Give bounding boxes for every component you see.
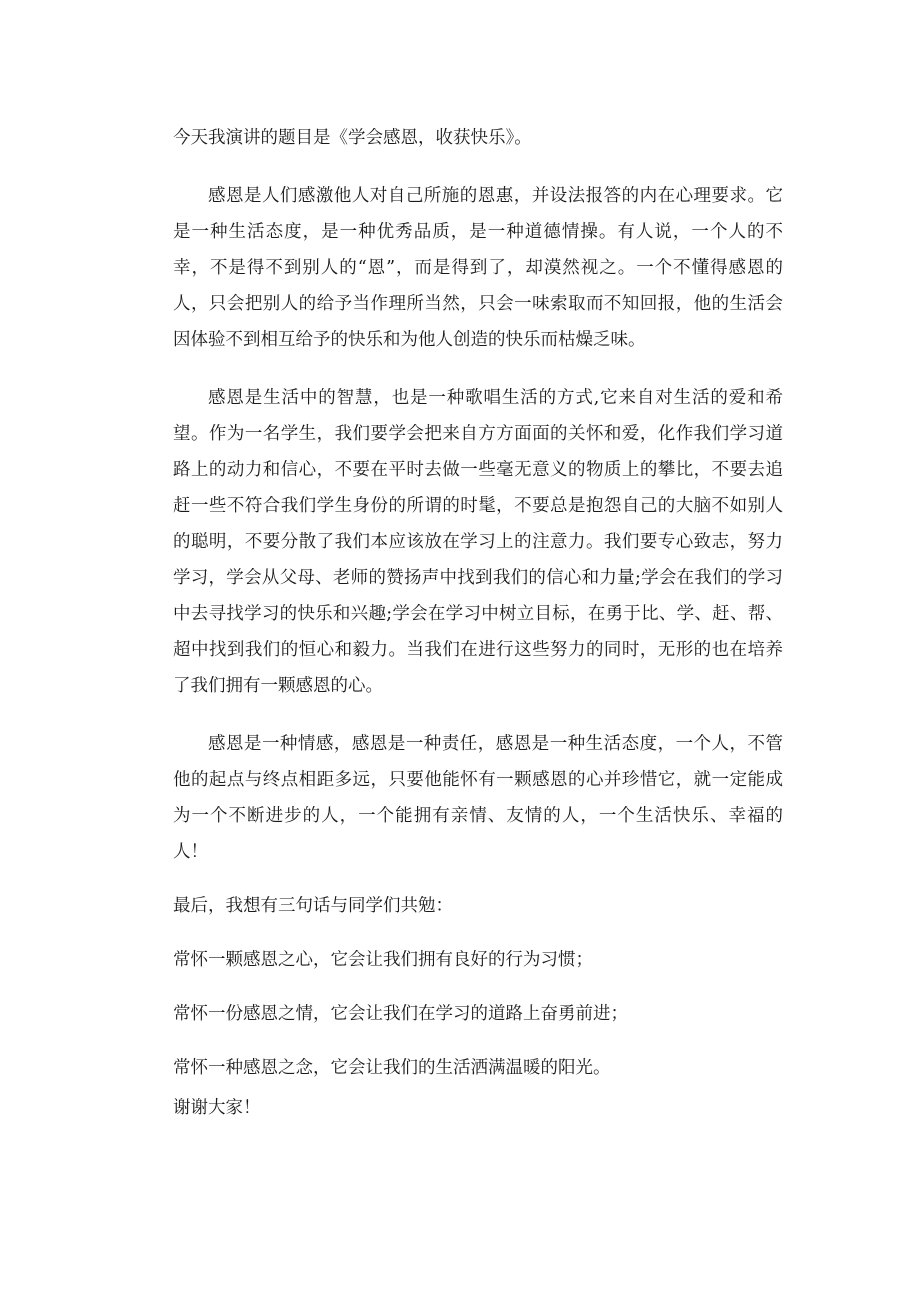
motto-line-2: 常怀一份感恩之情，它会让我们在学习的道路上奋勇前进； (173, 1004, 628, 1024)
paragraph-gratitude-emotion: 感恩是一种情感，感恩是一种责任，感恩是一种生活态度，一个人，不管他的起点与终点相距多远，只要他能怀有一颗感恩的心并珍惜它，就一定能成为一个不断进步的人，一个能拥有亲情、友情的人，一个生活快乐、幸福的人！ (173, 734, 783, 862)
motto-line-1: 常怀一颗感恩之心，它会让我们拥有良好的行为习惯； (173, 950, 593, 970)
paragraph-gratitude-definition: 感恩是人们感激他人对自己所施的恩惠，并设法报答的内在心理要求。它是一种生活态度，是一种优秀品质，是一种道德情操。有人说，一个人的不幸，不是得不到别人的“恩”，而是得到了，却漠然视之。一个不懂得感恩的人，只会把别人的给予当作理所当然，只会一味索取而不知回报，他的生活会因体验不到相互给予的快乐和为他人创造的快乐而枯燥乏味。 (173, 186, 783, 350)
speech-body (173, 120, 783, 1126)
closing-intro-line: 最后，我想有三句话与同学们共勉： (173, 896, 453, 916)
intro-line: 今天我演讲的题目是《学会感恩，收获快乐》。 (173, 128, 532, 148)
motto-line-3: 常怀一种感恩之念，它会让我们的生活洒满温暖的阳光。 (173, 1058, 611, 1078)
thanks-line: 谢谢大家！ (173, 1098, 261, 1118)
paragraph-gratitude-wisdom: 感恩是生活中的智慧，也是一种歌唱生活的方式,它来自对生活的爱和希望。作为一名学生，我们要学会把来自方方面面的关怀和爱，化作我们学习道路上的动力和信心，不要在平时去做一些毫无意义的物质上的攀比，不要去追赶一些不符合我们学生身份的所谓的时髦，不要总是抱怨自己的大脑不如别人的聪明，不要分散了我们本应该放在学习上的注意力。我们要专心致志，努力学习，学会从父母、老师的赞扬声中找到我们的信心和力量;学会在我们的学习中去寻找学习的快乐和兴趣;学会在学习中树立目标，在勇于比、学、赶、帮、超中找到我们的恒心和毅力。当我们在进行这些努力的同时，无形的也在培养了我们拥有一颗感恩的心。 (173, 388, 783, 696)
